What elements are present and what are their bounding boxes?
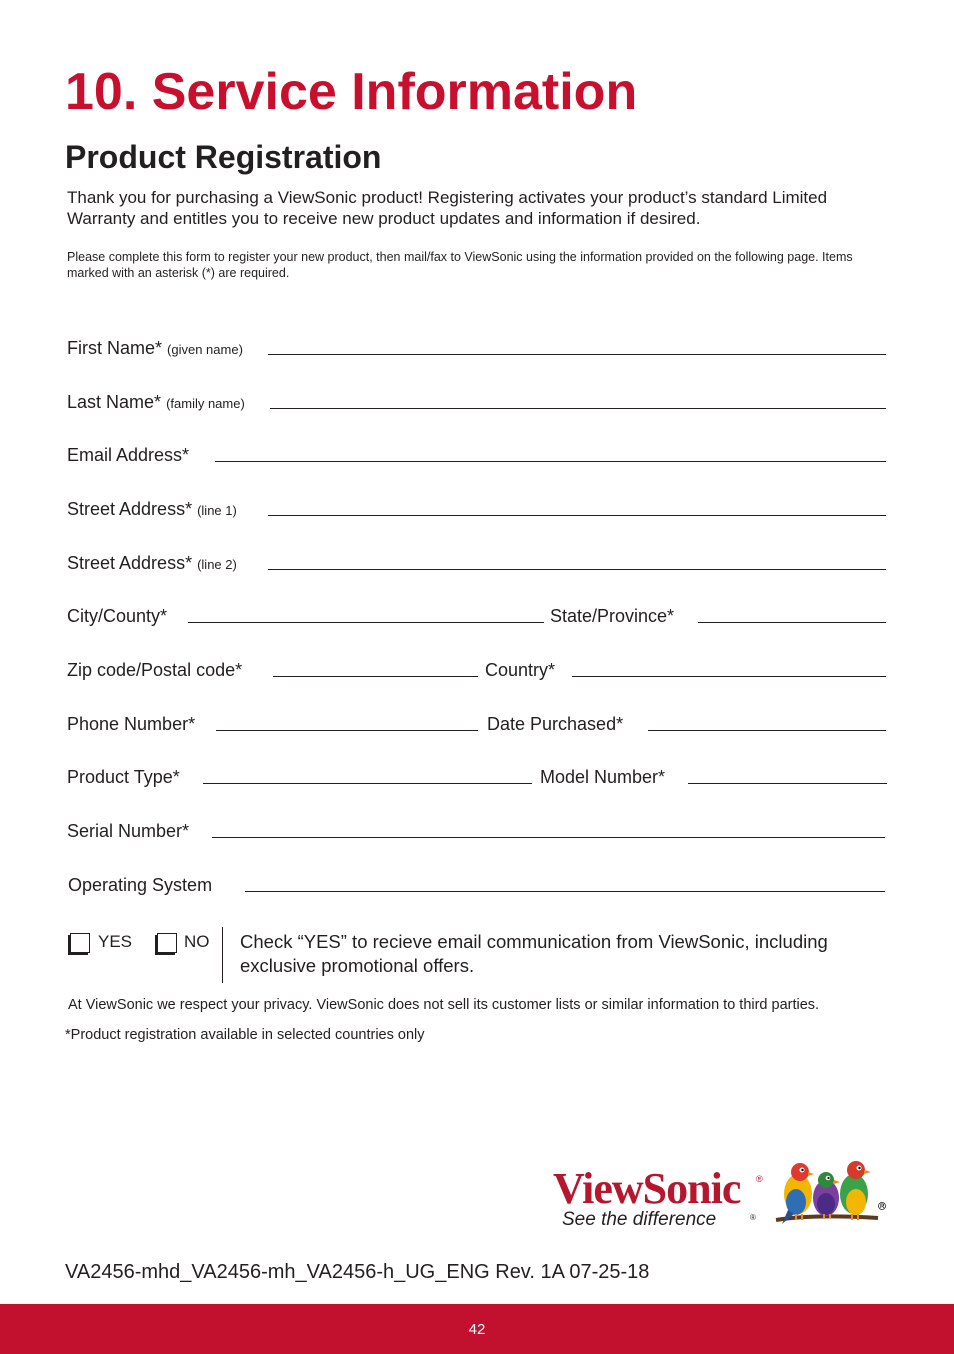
zip-field[interactable] — [273, 676, 478, 677]
first-name-label: First Name* (given name) — [67, 338, 243, 358]
yes-checkbox[interactable] — [70, 933, 90, 953]
brand-registered-mark: ® — [756, 1174, 763, 1184]
last-name-field[interactable] — [270, 408, 886, 409]
page-number: 42 — [468, 1321, 486, 1338]
tagline-registered-mark: ® — [750, 1213, 756, 1222]
availability-note: *Product registration available in selected countries only — [65, 1027, 425, 1043]
street1-label: Street Address* (line 1) — [67, 499, 237, 519]
intro-text: Thank you for purchasing a ViewSonic product! Registering activates your product’s standard Limited Warranty and entitles you to receive new product updates and information if desired. — [67, 188, 828, 228]
street2-hint: (line 2) — [197, 557, 237, 572]
product-type-label: Product Type* — [67, 767, 180, 787]
email-field[interactable] — [215, 461, 886, 462]
no-label: NO — [184, 932, 210, 951]
no-checkbox[interactable] — [157, 933, 177, 953]
os-field[interactable] — [245, 891, 885, 892]
country-label: Country* — [485, 660, 556, 680]
product-type-field[interactable] — [203, 783, 532, 784]
first-name-field[interactable] — [268, 354, 886, 355]
state-label: State/Province* — [550, 606, 675, 626]
last-name-hint: (family name) — [166, 396, 245, 411]
email-label: Email Address* — [67, 445, 190, 465]
document-id: VA2456-mhd_VA2456-mh_VA2456-h_UG_ENG Rev. 1A 07-25-18 — [65, 1261, 650, 1283]
privacy-note: At ViewSonic we respect your privacy. ViewSonic does not sell its customer lists or similar information to third parties. — [68, 997, 820, 1013]
date-purchased-field[interactable] — [648, 730, 886, 731]
zip-label: Zip code/Postal code* — [67, 660, 243, 680]
first-name-hint: (given name) — [167, 342, 243, 357]
section-title: Product Registration — [65, 139, 382, 175]
last-name-label: Last Name* (family name) — [67, 392, 245, 412]
os-label: Operating System — [68, 875, 213, 895]
model-number-label: Model Number* — [540, 767, 666, 787]
city-field[interactable] — [188, 622, 544, 623]
street1-hint: (line 1) — [197, 503, 237, 518]
serial-number-label: Serial Number* — [67, 821, 190, 841]
country-field[interactable] — [572, 676, 886, 677]
street1-field[interactable] — [268, 515, 886, 516]
viewsonic-birds-icon — [774, 1158, 888, 1230]
page-title: 10. Service Information — [65, 63, 638, 121]
date-purchased-label: Date Purchased* — [487, 714, 624, 734]
model-number-field[interactable] — [688, 783, 887, 784]
optin-text: Check “YES” to recieve email communication from ViewSonic, including exclusive promotional offers. — [240, 931, 828, 976]
phone-field[interactable] — [216, 730, 478, 731]
state-field[interactable] — [698, 622, 886, 623]
serial-number-field[interactable] — [212, 837, 885, 838]
optin-divider — [222, 927, 223, 983]
yes-label: YES — [98, 932, 133, 951]
street2-label: Street Address* (line 2) — [67, 553, 237, 573]
city-label: City/County* — [67, 606, 168, 626]
phone-label: Phone Number* — [67, 714, 196, 734]
brand-wordmark: ViewSonic — [553, 1164, 741, 1213]
instructions-note: Please complete this form to register your new product, then mail/fax to ViewSonic using the information provided on the following page. Items marked with an asterisk (*) are required. — [67, 250, 853, 280]
brand-tagline: See the difference — [562, 1209, 717, 1230]
street2-field[interactable] — [268, 569, 886, 570]
